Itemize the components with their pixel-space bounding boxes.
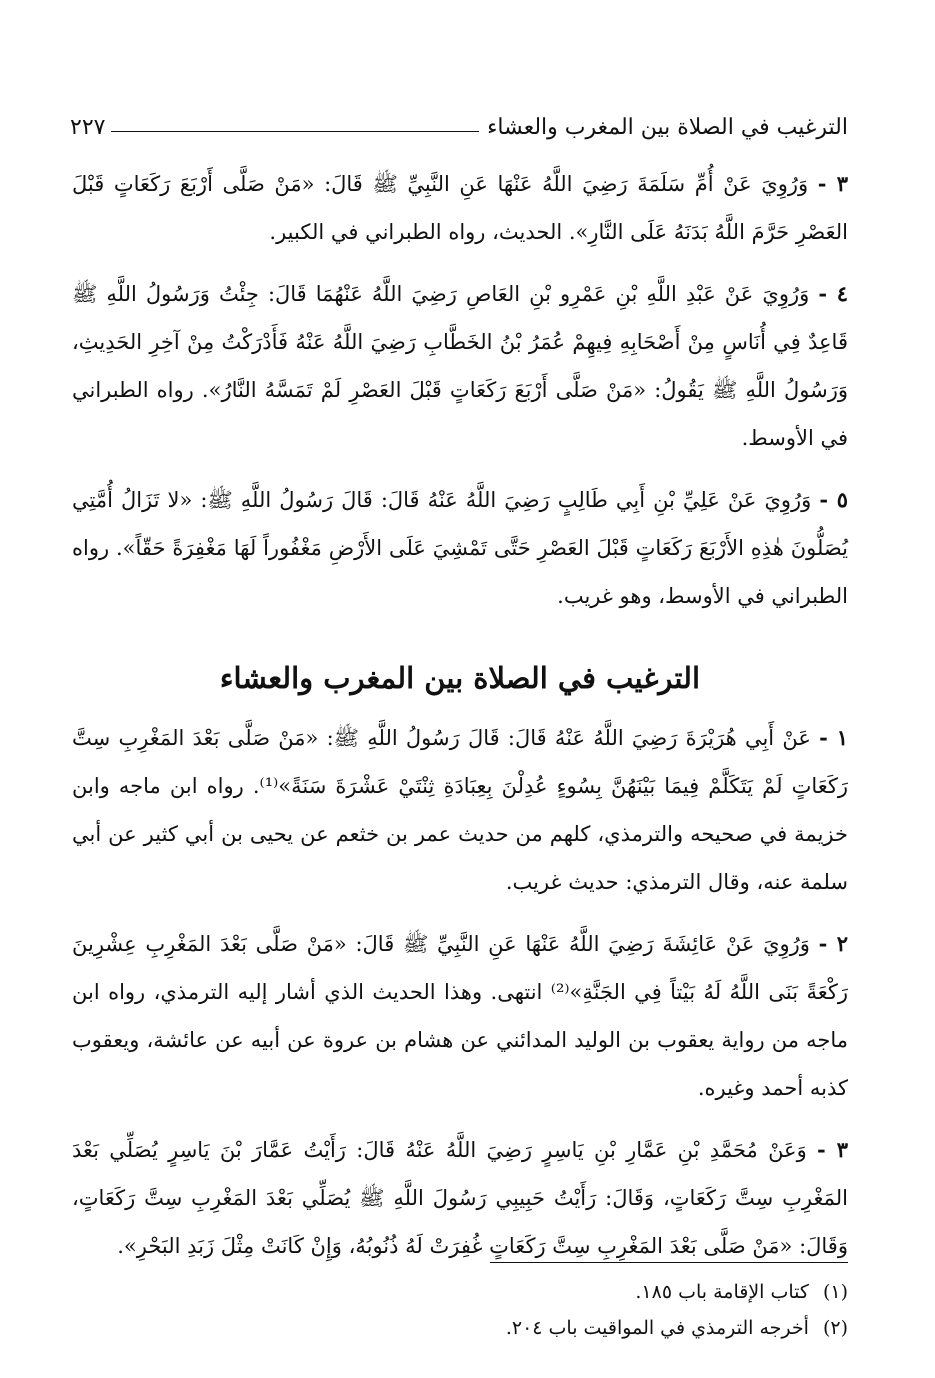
footnote-text: كتاب الإقامة باب ١٨٥.: [635, 1281, 809, 1303]
footnote-number: (٢): [822, 1317, 848, 1339]
header-rule: [111, 131, 479, 132]
hadith-text: عَنْ أَبِي هُرَيْرَةَ رَضِيَ اللَّهُ عَنْهُ قَالَ: قَالَ رَسُولُ اللَّهِ ﷺ: «مَنْ صَلَّى بَعْدَ المَغْرِبِ سِتَّ رَكَعَاتٍ لَمْ يَتَكَلَّمْ فِيمَا بَيْنَهُنَّ بِسُوءٍ عُدِلْنَ بِعِبَادَةِ ثِنْتَيْ عَشْرَةَ سَنَةً»⁽¹⁾. رواه ابن ماجه وابن خزيمة في صحيحه والترمذي، كلهم من حديث عمر بن خثعم عن يحيى بن أبي كثير عن أبي سلمة عنه، وقال الترمذي: حديث غريب.: [72, 726, 849, 894]
hadith-paragraph: [72, 920, 848, 1112]
hadith-paragraph: [72, 270, 848, 462]
hadith-number: ١ -: [819, 725, 848, 750]
page-content: [72, 160, 848, 1284]
hadith-text: وَرُوِيَ عَنْ أُمِّ سَلَمَةَ رَضِيَ اللَّهُ عَنْهَا عَنِ النَّبِيِّ ﷺ قَالَ: «مَنْ صَلَّى أَرْبَعَ رَكَعَاتٍ قَبْلَ العَصْرِ حَرَّمَ اللَّهُ بَدَنَهُ عَلَى النَّارِ». الحديث، رواه الطبراني في الكبير.: [72, 172, 848, 244]
footnote-number: (١): [822, 1281, 848, 1303]
footnote-item: [72, 1310, 848, 1346]
hadith-number: ٥ -: [819, 487, 848, 512]
hadith-number: ٤ -: [818, 281, 848, 306]
footnote-text: أخرجه الترمذي في المواقيت باب ٢٠٤.: [505, 1317, 809, 1339]
section-title: الترغيب في الصلاة بين المغرب والعشاء: [219, 661, 701, 695]
hadith-paragraph: [72, 160, 848, 256]
footnotes: [72, 1274, 848, 1346]
running-header-title: الترغيب في الصلاة بين المغرب والعشاء: [487, 115, 848, 140]
footnote-divider: [490, 1262, 848, 1263]
hadith-text: وَرُوِيَ عَنْ عَلِيِّ بْنِ أَبِي طَالِبٍ رَضِيَ اللَّهُ عَنْهُ قَالَ: قَالَ رَسُولُ اللَّهِ ﷺ: «لا تَزَالُ أُمَّتِي يُصَلُّونَ هٰذِهِ الأَرْبَعَ رَكَعَاتٍ قَبْلَ العَصْرِ حَتَّى تَمْشِيَ عَلَى الأَرْضِ مَغْفُوراً لَهَا مَغْفِرَةً حَقّاً». رواه الطبراني في الأوسط، وهو غريب.: [72, 488, 848, 608]
hadith-text: وَرُوِيَ عَنْ عَائِشَةَ رَضِيَ اللَّهُ عَنْهَا عَنِ النَّبِيِّ ﷺ قَالَ: «مَنْ صَلَّى بَعْدَ المَغْرِبِ عِشْرِينَ رَكْعَةً بَنَى اللَّهُ لَهُ بَيْتاً فِي الجَنَّةِ»⁽²⁾ انتهى. وهذا الحديث الذي أشار إليه الترمذي، رواه ابن ماجه من رواية يعقوب بن الوليد المدائني عن هشام بن عروة عن أبيه عن عائشة، ويعقوب كذبه أحمد وغيره.: [72, 932, 848, 1100]
hadith-paragraph: [72, 1126, 848, 1270]
page-number: ٢٢٧: [70, 115, 106, 140]
hadith-text: وَرُوِيَ عَنْ عَبْدِ اللَّهِ بْنِ عَمْرِو بْنِ العَاصِ رَضِيَ اللَّهُ عَنْهُمَا قَالَ: جِئْتُ وَرَسُولُ اللَّهِ ﷺ قَاعِدٌ فِي أُنَاسٍ مِنْ أَصْحَابِهِ فِيهِمْ عُمَرُ بْنُ الخَطَّابِ رَضِيَ اللَّهُ عَنْهُ فَأَدْرَكْتُ مِنْ آخِرِ الحَدِيثِ، وَرَسُولُ اللَّهِ ﷺ يَقُولُ: «مَنْ صَلَّى أَرْبَعَ رَكَعَاتٍ قَبْلَ العَصْرِ لَمْ تَمَسَّهُ النَّارُ». رواه الطبراني في الأوسط.: [72, 282, 848, 450]
running-header: [70, 96, 848, 140]
footnote-item: [72, 1274, 848, 1310]
hadith-number: ٢ -: [818, 931, 848, 956]
hadith-paragraph: [72, 714, 848, 906]
hadith-paragraph: [72, 476, 848, 620]
hadith-number: ٣ -: [817, 1137, 848, 1162]
hadith-text: وَعَنْ مُحَمَّدِ بْنِ عَمَّارِ بْنِ يَاسِرٍ رَضِيَ اللَّهُ عَنْهُ قَالَ: رَأَيْتُ عَمَّارَ بْنَ يَاسِرٍ يُصَلِّي بَعْدَ المَغْرِبِ سِتَّ رَكَعَاتٍ، وَقَالَ: رَأَيْتُ حَبِيبِي رَسُولَ اللَّهِ ﷺ يُصَلِّي بَعْدَ المَغْرِبِ سِتَّ رَكَعَاتٍ، وَقَالَ: «مَنْ صَلَّى بَعْدَ المَغْرِبِ سِتَّ رَكَعَاتٍ غُفِرَتْ لَهُ ذُنُوبُهُ، وَإِنْ كَانَتْ مِثْلَ زَبَدِ البَحْرِ».: [72, 1138, 848, 1258]
hadith-number: ٣ -: [817, 171, 848, 196]
